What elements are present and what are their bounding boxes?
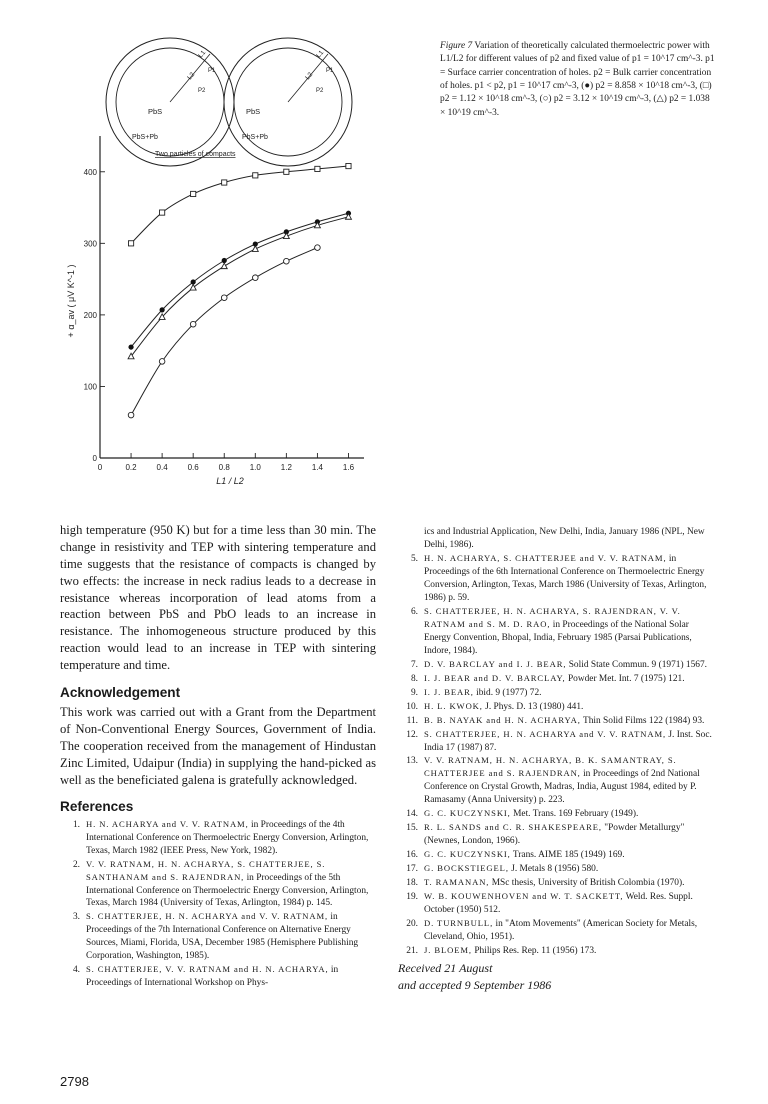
reference-authors: I. J. BEAR and D. V. BARCLAY,	[424, 672, 566, 683]
received-dates	[398, 960, 718, 995]
x-tick-label: 1.6	[342, 463, 355, 472]
reference-authors: V. V. RATNAM, H. N. ACHARYA, B. K. SAMANTRAY, S. CHATTERJEE and S. RAJENDRAN,	[424, 755, 677, 779]
data-point-square	[191, 191, 196, 196]
inset-p2-right: P2	[316, 88, 324, 94]
y-tick-label: 400	[83, 167, 97, 177]
x-tick-label: 0.8	[218, 463, 230, 472]
y-tick-label: 200	[83, 310, 97, 320]
reference-number: 2.	[72, 859, 80, 870]
reference-number: 3.	[72, 912, 80, 923]
reference-item	[398, 849, 718, 862]
data-point-square	[253, 173, 258, 178]
reference-number: 11.	[406, 715, 418, 726]
reference-authors: S. CHATTERJEE, H. N. ACHARYA and V. V. RATNAM,	[86, 911, 329, 922]
inset-l2-left: L2	[186, 71, 197, 82]
reference-citation: in "Atom Movements" (American Society for Metals, Cleveland, Ohio, 1951).	[424, 919, 698, 943]
figure-caption	[440, 40, 715, 120]
data-point-triangle	[190, 284, 196, 290]
reference-number: 10.	[406, 701, 418, 712]
reference-authors: R. L. SANDS and C. R. SHAKESPEARE,	[424, 822, 602, 833]
inset-p2-left: P2	[198, 88, 206, 94]
reference-authors: H. N. ACHARYA, S. CHATTERJEE and V. V. RATNAM,	[424, 552, 667, 563]
data-point-filled-circle	[128, 344, 133, 349]
inset-pbs-label-right: PbS	[246, 107, 261, 116]
page-number: 2798	[60, 1074, 89, 1089]
data-point-triangle	[221, 263, 227, 269]
reference-number: 15.	[406, 823, 418, 834]
acknowledgement-heading: Acknowledgement	[60, 684, 181, 700]
reference-citation: Trans. AIME 185 (1949) 169.	[510, 850, 625, 861]
inset-p1-right: P1	[326, 68, 334, 74]
reference-item	[398, 863, 718, 876]
data-point-square	[128, 241, 133, 246]
data-point-open-circle	[221, 295, 227, 301]
series-line-open-circle	[131, 248, 317, 415]
body-paragraph: high temperature (950 K) but for a time less than 30 min. The change in resistivity and TEP with sintering temperature and time suggests that the resistance of compacts is changed by two effects: the increase in neck radius leads to a decrease in resistance whereas incorporation of lead atoms from a reaction between PbS and PbO leads to an increase in resistance. The inhomogeneous structure produced by this reaction would lead to an increase in TEP with sintering temperature and time.	[60, 523, 376, 672]
reference-item	[398, 918, 718, 944]
received-line: Received 21 August	[398, 961, 493, 975]
reference-citation: in Proceedings of the 5th International Conference on Thermoelectric Energy Conversion, Arlington, Texas, March 1984 (University of Texas, Arlington, 1984) p. 145.	[86, 872, 369, 909]
reference-citation: in Proceedings of the 4th International Conference on Thermoelectric Energy Conversion, Arlington, Texas, March 1982 (IEEE Press, New York, 1982).	[86, 819, 369, 856]
x-tick-label: 0	[97, 463, 103, 472]
data-point-square	[284, 169, 289, 174]
y-tick-label: 0	[92, 454, 97, 463]
reference-authors: J. BLOEM,	[424, 945, 472, 956]
reference-citation: Powder Met. Int. 7 (1975) 121.	[565, 673, 685, 684]
reference-authors: W. B. KOUWENHOVEN and W. T. SACKETT,	[424, 891, 624, 902]
acknowledgement-text: This work was carried out with a Grant from the Department of Non-Conventional Energy Sources, Government of India. The cooperation received from the management of Hindustan Zinc Limited, Udaipur (India) in supplying the hand-picked as well as the beneficiated galena is gratefully acknowledged.	[60, 705, 376, 787]
reference-authors: I. J. BEAR,	[424, 686, 474, 697]
reference-item	[398, 715, 718, 728]
data-point-open-circle	[315, 245, 321, 251]
data-point-open-circle	[252, 275, 258, 281]
inset-title: Two particles of compacts	[155, 151, 236, 158]
reference-number: 4.	[72, 965, 80, 976]
figure-caption-label: Figure 7	[440, 41, 473, 51]
chart-series	[128, 163, 351, 417]
y-tick-label: 100	[83, 382, 97, 392]
inset-ring-label-right: PbS+Pb	[242, 134, 268, 141]
data-point-open-circle	[190, 321, 196, 327]
reference-number: 13.	[406, 756, 418, 767]
reference-citation: J. Phys. D. 13 (1980) 441.	[482, 701, 584, 712]
reference-citation: Solid State Commun. 9 (1971) 1567.	[566, 659, 707, 670]
reference-citation: "Powder Metallurgy" (Newnes, London, 1966).	[424, 823, 685, 847]
data-point-square	[222, 180, 227, 185]
reference-number: 19.	[406, 892, 418, 903]
reference-citation: in Proceedings of the 6th International Conference on Thermoelectric Energy Conversion, Arlington, Texas, March 1986 (University of Texas, Arlington, 1986) p. 59.	[424, 553, 707, 603]
reference-citation: J. Metals 8 (1956) 580.	[508, 864, 599, 875]
reference-item	[398, 808, 718, 821]
reference-authors: D. TURNBULL,	[424, 918, 494, 929]
inset-pbs-label-left: PbS	[148, 107, 163, 116]
figure-caption-text: Variation of theoretically calculated thermoelectric power with L1/L2 for different values of p2 and fixed value of p1 = 10^17 cm^-3. p1 = Surface carrier concentration of holes. p2 = Bulk carrier concentration of holes. p1 < p2, p1 = 10^17 cm^-3, (●) p2 = 8.858 × 10^18 cm^-3, (□) p2 = 1.12 × 10^18 cm^-3, (○) p2 = 3.12 × 10^19 cm^-3, (△) p2 = 1.038 × 10^19 cm^-3.	[440, 41, 715, 118]
reference-number: 12.	[406, 729, 418, 740]
reference-number: 17.	[406, 864, 418, 875]
reference-citation: ibid. 9 (1977) 72.	[473, 687, 542, 698]
x-tick-label: 1.0	[249, 463, 261, 472]
reference-authors: B. B. NAYAK and H. N. ACHARYA,	[424, 714, 581, 725]
inset-l1-right: L1	[315, 49, 326, 60]
reference-authors: S. CHATTERJEE, H. N. ACHARYA, S. RAJENDRAN, V. V. RATNAM and S. M. D. RAO,	[424, 605, 681, 629]
reference-item	[398, 729, 718, 755]
reference-number: 14.	[406, 809, 418, 820]
inset-ring-label-left: PbS+Pb	[132, 134, 158, 141]
y-axis-label: + α_av ( μV K^-1 )	[66, 264, 76, 338]
series-line-filled-circle	[131, 213, 348, 347]
data-point-open-circle	[159, 359, 165, 365]
reference-citation: Thin Solid Films 122 (1984) 93.	[580, 715, 705, 726]
reference-item	[398, 526, 718, 552]
references-heading: References	[60, 799, 134, 815]
left-column	[60, 522, 376, 991]
reference-list-right	[398, 526, 718, 958]
data-point-square	[346, 163, 351, 168]
reference-list-left	[60, 819, 376, 991]
accepted-line: and accepted 9 September 1986	[398, 978, 552, 993]
inset-diagram	[106, 38, 352, 166]
reference-number: 20.	[406, 919, 418, 930]
reference-item	[398, 687, 718, 700]
reference-citation: in Proceedings of the National Solar Energy Convention, Bhopal, India, February 1985 (Parsai Publications, Indore, 1984).	[424, 619, 692, 656]
reference-citation: Met. Trans. 169 February (1949).	[510, 809, 639, 820]
x-tick-label: 0.2	[125, 463, 137, 472]
reference-authors: S. CHATTERJEE, V. V. RATNAM and H. N. ACHARYA,	[86, 964, 329, 975]
x-tick-label: 1.2	[280, 463, 292, 472]
data-point-square	[315, 166, 320, 171]
reference-authors: V. V. RATNAM, H. N. ACHARYA, S. CHATTERJEE, S. SANTHANAM and S. RAJENDRAN,	[86, 858, 326, 882]
reference-citation: in Proceedings of 2nd National Conference on Crystal Growth, Madras, India, August 1984, edited by P. Ramasamy (Anna University) p. 223.	[424, 769, 700, 806]
reference-authors: S. CHATTERJEE, H. N. ACHARYA and V. V. RATNAM,	[424, 728, 667, 739]
reference-item	[398, 673, 718, 686]
reference-authors: G. C. KUCZYNSKI,	[424, 808, 511, 819]
x-tick-label: 0.4	[156, 463, 168, 472]
reference-item	[398, 701, 718, 714]
reference-number: 6.	[410, 606, 418, 617]
reference-item	[398, 822, 718, 848]
chart-ticks	[84, 168, 355, 472]
reference-number: 8.	[410, 673, 418, 684]
x-tick-label: 0.6	[187, 463, 199, 472]
reference-number: 9.	[410, 687, 418, 698]
reference-authors: G. BOCKSTIEGEL,	[424, 863, 509, 874]
x-axis-label: L1 / L2	[216, 476, 244, 486]
reference-citation: in Proceedings of the 7th International Conference on Alternative Energy Sources, Miami, Florida, USA, December 1985 (Hemisphere Publishing Corporation, Washington, 1985).	[86, 912, 359, 962]
reference-item	[398, 755, 718, 807]
reference-authors: H. N. ACHARYA and V. V. RATNAM,	[86, 818, 249, 829]
reference-authors: G. C. KUCZYNSKI,	[424, 849, 511, 860]
reference-item	[60, 859, 376, 911]
reference-citation: Philips Res. Rep. 11 (1956) 173.	[471, 946, 597, 957]
reference-number: 7.	[410, 659, 418, 670]
reference-citation: MSc thesis, University of British Colombia (1970).	[489, 878, 685, 889]
y-tick-label: 300	[83, 239, 97, 249]
reference-citation: Weld. Res. Suppl. October (1950) 512.	[424, 892, 693, 916]
data-point-triangle	[252, 246, 258, 252]
reference-item	[60, 819, 376, 858]
data-point-open-circle	[128, 412, 134, 418]
reference-authors: T. RAMANAN,	[424, 877, 490, 888]
reference-citation: in Proceedings of International Workshop on Phys-	[86, 965, 339, 989]
reference-item	[398, 945, 718, 958]
data-point-filled-circle	[160, 307, 165, 312]
reference-item	[398, 877, 718, 890]
reference-number: 5.	[410, 553, 418, 564]
chart-axes	[100, 136, 364, 458]
x-tick-label: 1.4	[311, 463, 323, 472]
reference-authors: H. L. KWOK,	[424, 700, 483, 711]
reference-item	[398, 891, 718, 917]
reference-number: 16.	[406, 850, 418, 861]
data-point-square	[160, 210, 165, 215]
inset-l1-left: L1	[197, 49, 208, 60]
inset-l2-right: L2	[304, 71, 315, 82]
reference-citation: J. Inst. Soc. India 17 (1987) 87.	[424, 729, 712, 753]
figure	[60, 36, 380, 496]
inset-p1-left: P1	[208, 68, 216, 74]
reference-item	[60, 911, 376, 963]
series-line-square	[131, 166, 348, 243]
reference-item	[398, 606, 718, 658]
data-point-open-circle	[284, 258, 290, 264]
reference-number: 18.	[406, 878, 418, 889]
reference-item	[398, 659, 718, 672]
figure-7-chart	[60, 36, 380, 496]
right-column	[398, 526, 718, 995]
reference-number: 21.	[406, 946, 418, 957]
reference-item	[398, 553, 718, 605]
reference-number: 1.	[72, 819, 80, 830]
reference-authors: D. V. BARCLAY and I. J. BEAR,	[424, 658, 567, 669]
reference-citation: ics and Industrial Application, New Delhi, India, January 1986 (NPL, New Delhi, 1986).	[424, 527, 705, 550]
reference-item	[60, 964, 376, 990]
